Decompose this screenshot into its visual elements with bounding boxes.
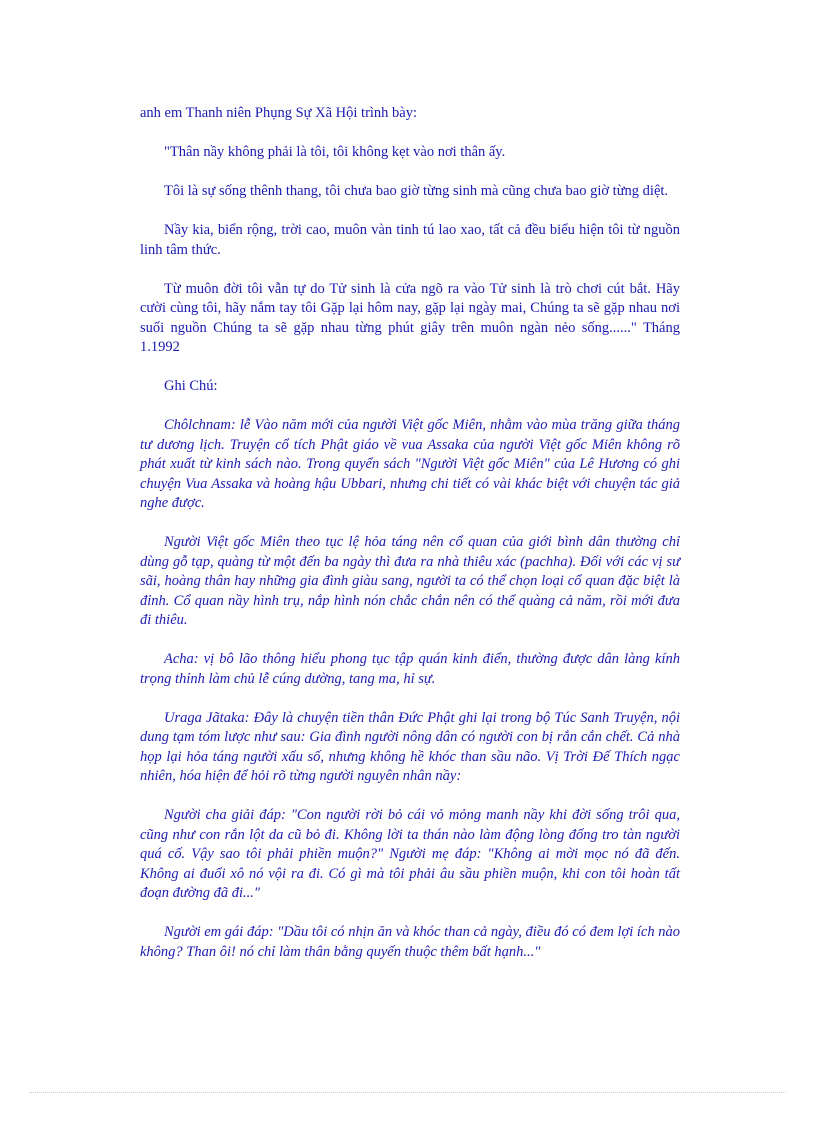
note-acha: Acha: vị bô lão thông hiểu phong tục tập quán kinh điển, thường được dân làng kính trọng thỉnh làm chủ lễ cúng dường, tang ma, hỉ sự. (140, 651, 680, 687)
document-page (140, 104, 680, 982)
paragraph-poem-line-2: Tôi là sự sống thênh thang, tôi chưa bao giờ từng sinh mà cũng chưa bao giờ từng diệt. (164, 183, 669, 199)
note-uraga-jataka: Uraga Jãtaka: Đây là chuyện tiền thân Đức Phật ghi lại trong bộ Túc Sanh Truyện, nội dung tạm tóm lược như sau: Gia đình người nông dân có người con bị rắn cắn chết. Cả nhà họp lại hỏa táng người xấu số, nhưng không hề khóc than sầu não. Vị Trời Đế Thích ngạc nhiên, hóa hiện để hỏi rõ từng người nguyên nhân nầy: (140, 709, 680, 784)
notes-heading: Ghi Chú: (164, 378, 218, 394)
note-cholchnam: Chôlchnam: lễ Vào năm mới của người Việt gốc Miên, nhằm vào mùa trăng giữa tháng tư dương lịch. Truyện cổ tích Phật giáo về vua Assaka của người Việt gốc Miên không rõ phát xuất từ kinh sách nào. Trong quyển sách "Người Việt gốc Miên" của Lê Hương có ghi chuyện Vua Assaka và hoàng hậu Ubbari, nhưng chi tiết có vài khác biệt với chuyện tác giả nghe được. (140, 417, 680, 511)
page-bottom-divider (30, 1092, 786, 1093)
paragraph-poem-line-3: Nầy kia, biển rộng, trời cao, muôn vàn tinh tú lao xao, tất cả đều biểu hiện tôi từ nguồn linh tâm thức. (140, 222, 680, 258)
paragraph-intro: anh em Thanh niên Phụng Sự Xã Hội trình bày: (140, 105, 418, 121)
note-sister-reply: Người em gái đáp: "Dầu tôi có nhịn ăn và khóc than cả ngày, điều đó có đem lợi ích nào không? Than ôi! nó chỉ làm thân bằng quyến thuộc thêm bất hạnh..." (140, 924, 680, 960)
note-cremation: Người Việt gốc Miên theo tục lệ hỏa táng nên cổ quan của giới bình dân thường chỉ dùng gỗ tạp, quàng từ một đến ba ngày thì đưa ra nhà thiêu xác (pachha). Đối với các vị sư sãi, hoàng thân hay những gia đình giàu sang, người ta có thể chọn loại cổ quan đặc biệt là đỉnh. Cổ quan nầy hình trụ, nắp hình nón chắc chắn nên có thể quàng cả năm, rồi mới đưa đi thiêu. (140, 534, 680, 628)
paragraph-poem-line-1: "Thân nầy không phải là tôi, tôi không kẹt vào nơi thân ấy. (164, 144, 506, 160)
paragraph-poem-line-4: Từ muôn đời tôi vẫn tự do Tử sinh là cửa ngõ ra vào Tử sinh là trò chơi cút bắt. Hãy cười cùng tôi, hãy nắm tay tôi Gặp lại hôm nay, gặp lại ngày mai, Chúng ta sẽ gặp nhau nơi suối nguồn Chúng ta sẽ gặp nhau từng phút giây trên muôn ngàn nẻo sống......" Tháng 1.1992 (140, 280, 680, 355)
note-father-mother-reply: Người cha giải đáp: "Con người rời bỏ cái vỏ mỏng manh nầy khi đời sống trôi qua, cũng như con rắn lột da cũ bỏ đi. Không lời ta thán nào làm động lòng đống tro tàn người quá cố. Vậy sao tôi phải phiền muộn?" Người mẹ đáp: "Không ai mời mọc nó đã đến. Không ai đuổi xô nó vội ra đi. Có gì mà tôi phải âu sầu phiền muộn, khi con tôi hoàn tất đoạn đường đã đi..." (140, 807, 680, 901)
